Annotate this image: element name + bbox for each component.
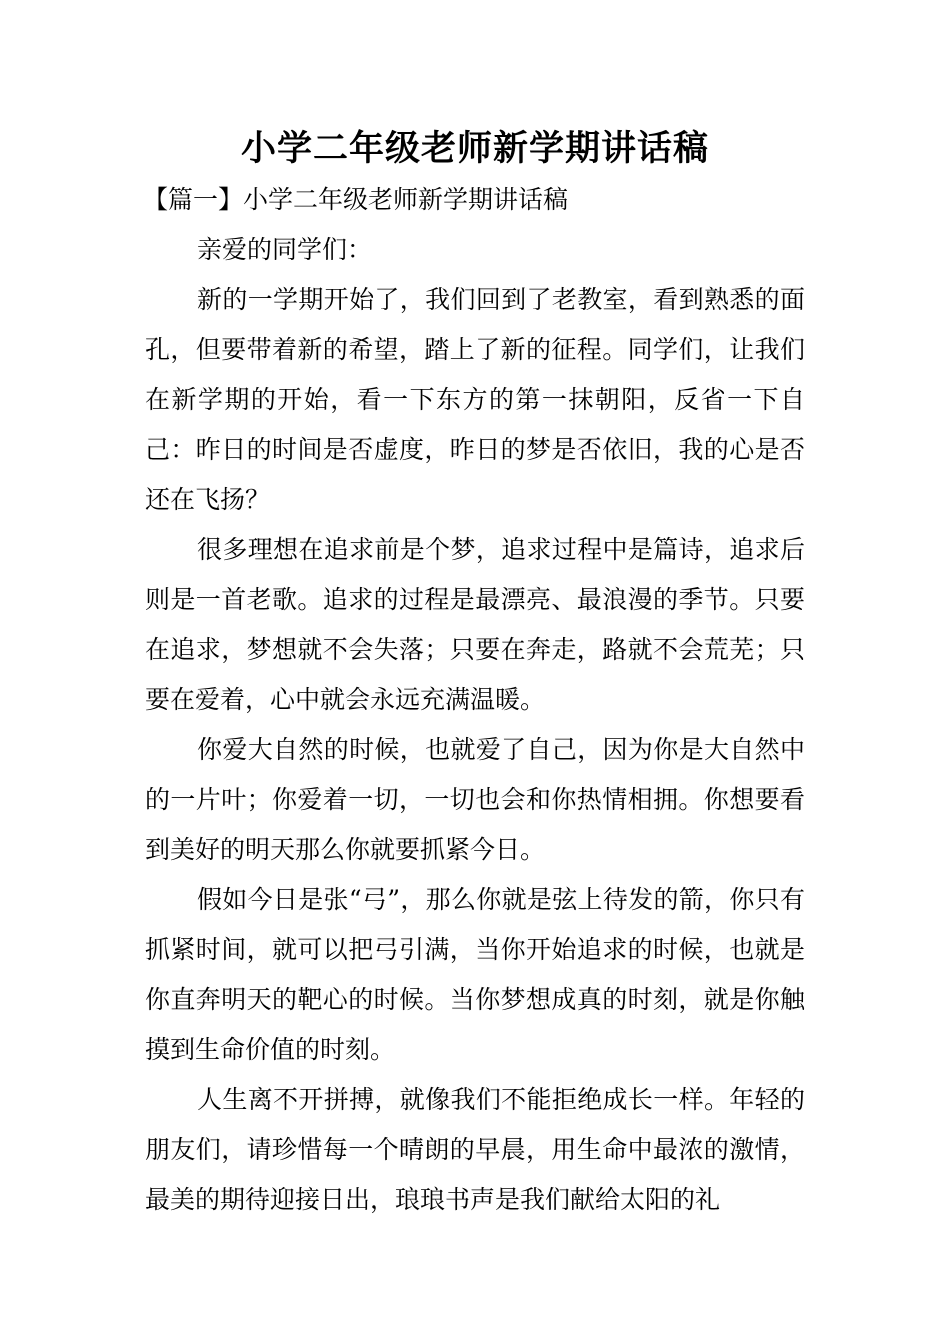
document-body [145, 175, 805, 1225]
paragraph: 新的一学期开始了，我们回到了老教室，看到熟悉的面孔，但要带着新的希望，踏上了新的征程。同学们，让我们在新学期的开始，看一下东方的第一抹朝阳，反省一下自己：昨日的时间是否虚度，昨日的梦是否依旧，我的心是否还在飞扬？ [145, 285, 805, 514]
greeting: 亲爱的同学们： [197, 235, 373, 264]
paragraph: 你爱大自然的时候，也就爱了自己，因为你是大自然中的一片叶；你爱着一切，一切也会和你热情相拥。你想要看到美好的明天那么你就要抓紧今日。 [145, 735, 805, 864]
document-title: 小学二年级老师新学期讲话稿 [240, 128, 709, 169]
paragraph: 人生离不开拼搏，就像我们不能拒绝成长一样。年轻的朋友们，请珍惜每一个晴朗的早晨，用生命中最浓的激情，最美的期待迎接日出，琅琅书声是我们献给太阳的礼 [145, 1085, 805, 1214]
paragraph: 假如今日是张“弓”，那么你就是弦上待发的箭，你只有抓紧时间，就可以把弓引满，当你开始追求的时候，也就是你直奔明天的靶心的时候。当你梦想成真的时刻，就是你触摸到生命价值的时刻。 [145, 885, 805, 1064]
paragraph: 很多理想在追求前是个梦，追求过程中是篇诗，追求后则是一首老歌。追求的过程是最漂亮、最浪漫的季节。只要在追求，梦想就不会失落；只要在奔走，路就不会荒芜；只要在爱着，心中就会永远充满温暖。 [145, 535, 805, 714]
section-heading: 【篇一】小学二年级老师新学期讲话稿 [143, 185, 569, 214]
